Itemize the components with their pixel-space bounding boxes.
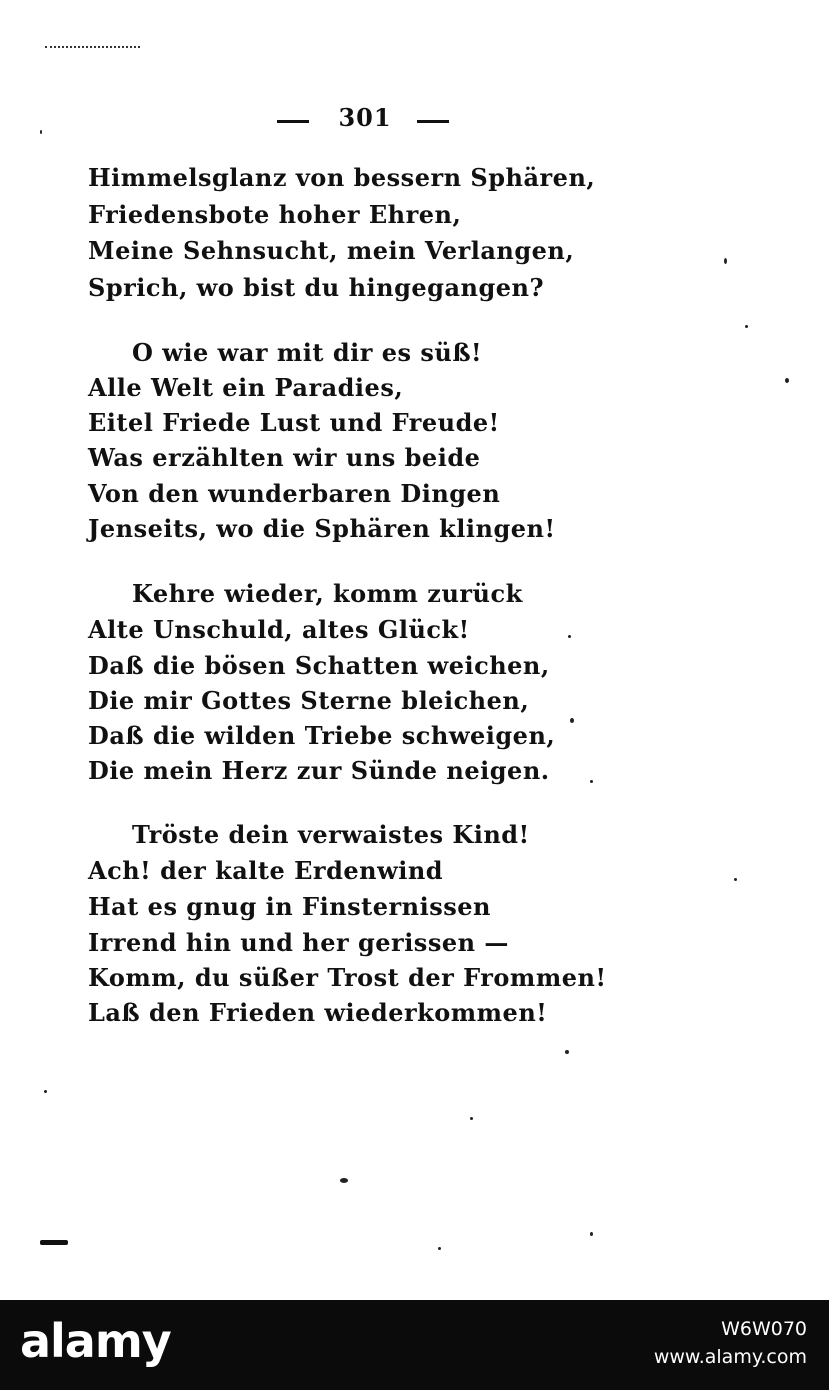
print-speck bbox=[590, 1232, 593, 1236]
print-speck bbox=[40, 130, 42, 134]
print-speck bbox=[438, 1247, 441, 1250]
verse-line: Irrend hin und her gerissen — bbox=[88, 928, 509, 957]
verse-line: Eitel Friede Lust und Freude! bbox=[88, 408, 500, 437]
verse-line: Hat es gnug in Finsternissen bbox=[88, 892, 491, 921]
watermark-image-code: W6W070 bbox=[721, 1318, 807, 1340]
print-speck bbox=[745, 325, 748, 328]
print-speck bbox=[470, 1117, 473, 1120]
verse-line: Sprich, wo bist du hingegangen? bbox=[88, 273, 545, 302]
print-speck bbox=[565, 1050, 569, 1054]
print-speck bbox=[340, 1178, 348, 1183]
verse-line: Jenseits, wo die Sphären klingen! bbox=[88, 514, 556, 543]
verse-line: Komm, du süßer Trost der Frommen! bbox=[88, 963, 607, 992]
verse-line: Ach! der kalte Erdenwind bbox=[88, 856, 444, 885]
verse-line: O wie war mit dir es süß! bbox=[132, 338, 483, 367]
print-speck bbox=[570, 718, 574, 723]
verse-line: Friedensbote hoher Ehren, bbox=[88, 200, 462, 229]
print-speck bbox=[734, 878, 737, 881]
corner-ink-mark bbox=[40, 1240, 68, 1245]
watermark-brand: alamy bbox=[20, 1314, 171, 1368]
verse-line: Himmelsglanz von bessern Sphären, bbox=[88, 163, 596, 192]
top-dotted-rule bbox=[45, 46, 140, 48]
verse-line: Die mein Herz zur Sünde neigen. bbox=[88, 756, 550, 785]
verse-line: Laß den Frieden wiederkommen! bbox=[88, 998, 548, 1027]
verse-line: Von den wunderbaren Dingen bbox=[88, 479, 501, 508]
verse-line: Alle Welt ein Paradies, bbox=[88, 373, 404, 402]
print-speck bbox=[44, 1090, 47, 1093]
page-number-dash-right bbox=[417, 120, 449, 123]
watermark-url: www.alamy.com bbox=[653, 1346, 807, 1368]
verse-line: Kehre wieder, komm zurück bbox=[132, 579, 523, 608]
verse-line: Alte Unschuld, altes Glück! bbox=[88, 615, 470, 644]
verse-line: Meine Sehnsucht, mein Verlangen, bbox=[88, 236, 575, 265]
print-speck bbox=[568, 635, 571, 638]
verse-line: Was erzählten wir uns beide bbox=[88, 443, 481, 472]
verse-line: Die mir Gottes Sterne bleichen, bbox=[88, 686, 530, 715]
verse-line: Daß die bösen Schatten weichen, bbox=[88, 651, 550, 680]
print-speck bbox=[724, 258, 727, 264]
page-number: 301 bbox=[338, 103, 392, 132]
print-speck bbox=[590, 780, 593, 783]
verse-line: Daß die wilden Triebe schweigen, bbox=[88, 721, 556, 750]
verse-line: Tröste dein verwaistes Kind! bbox=[132, 820, 530, 849]
print-speck bbox=[785, 378, 789, 383]
